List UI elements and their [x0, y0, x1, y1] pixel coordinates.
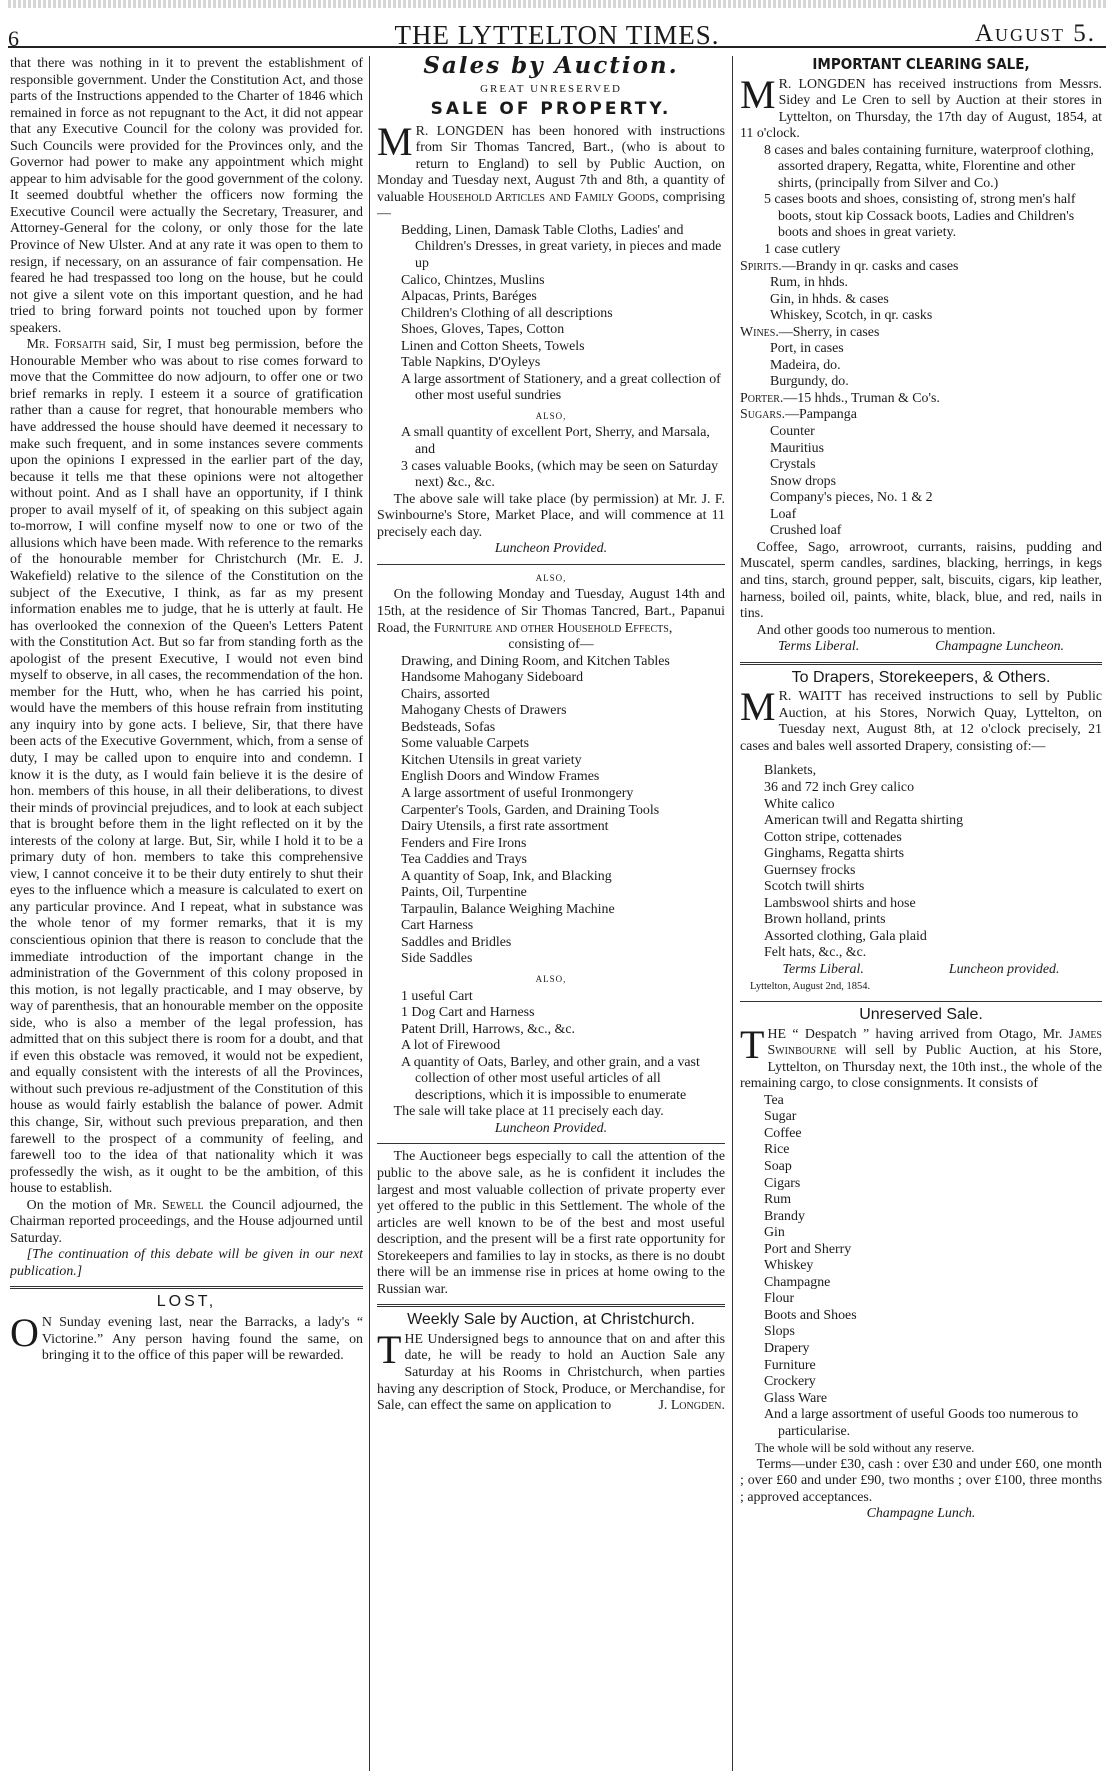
list-item: 3 cases valuable Books, (which may be seen on Saturday next) &c., &c.: [401, 458, 719, 491]
intro-smallcaps: Household Articles and Family Goods: [427, 189, 656, 205]
great-unreserved-label: GREAT UNRESERVED: [480, 82, 622, 95]
column-debate: [10, 56, 363, 1773]
intro-text-a: R. LONGDEN has been honored with instructions from Sir Thomas Tancred, Bart., (who is about to return to England) to sell by Public Auction, on Monday and Tuesday next, August 7th and 8th, a quantity of valuable: [377, 123, 725, 205]
list-item: Mahogany Chests of Drawers: [401, 703, 567, 719]
debate-paragraph-2: [10, 337, 363, 1197]
champagne-luncheon: Champagne Luncheon.: [935, 639, 1065, 655]
list-item: Port and Sherry: [764, 1241, 852, 1257]
list-item: White calico: [764, 796, 835, 812]
list-item: Crushed loaf: [770, 523, 842, 539]
luncheon-provided: Luncheon provided.: [948, 961, 1060, 977]
porter-text: —15 hhds., Truman & Co's.: [783, 390, 940, 406]
list-item: Rum: [764, 1192, 792, 1208]
list-item: Shoes, Gloves, Tapes, Cotton: [401, 322, 565, 338]
column-sales-by-auction: [377, 56, 725, 1773]
cart-list: [377, 989, 725, 1105]
list-item: Snow drops: [770, 473, 836, 489]
list-item: Children's Clothing of all descriptions: [401, 305, 613, 321]
coffee-and-sundries: Coffee, Sago, arrowroot, currants, raisins, pudding and Muscatel, sperm candles, sardines, blacking, herrings, in kegs and tins, starch, ground pepper, salt, biscuits, cigars, kip leather, harness, boiled oil, paints, white, black, blue, and red, nails in tins.: [740, 539, 1102, 622]
list-item: Tea: [764, 1092, 784, 1108]
list-item: Mauritius: [770, 440, 825, 456]
newspaper-title: THE LYTTELTON TIMES.: [394, 20, 720, 50]
sugars-entry: [740, 407, 1102, 424]
sugars-text: —Pampanga: [785, 407, 857, 423]
drop-cap: M: [740, 71, 776, 117]
list-item: Champagne: [764, 1274, 831, 1290]
list-item: 5 cases boots and shoes, consisting of, strong men's half boots, stout kip Cossack boots, Ladies and Children's boots and shoes in great variety.: [764, 192, 1076, 241]
list-item: 36 and 72 inch Grey calico: [764, 779, 915, 795]
drop-cap: O: [10, 1310, 39, 1356]
drop-cap: M: [377, 118, 413, 164]
list-item: Tea Caddies and Trays: [401, 852, 527, 868]
longden-intro: [377, 118, 725, 223]
list-item: Coffee: [764, 1125, 802, 1141]
list-item: Port, in cases: [770, 341, 844, 357]
list-item: Assorted clothing, Gala plaid: [764, 928, 927, 944]
furniture-list: [377, 654, 725, 968]
speaker-name-sewell: Mr. Sewell: [133, 1197, 204, 1213]
auctioneer-note: The Auctioneer begs especially to call the attention of the public to the above sale, as he is confident it includes the largest and most valuable collection of private property ever yet offered to the public in this Settlement. The whole of the articles are well known to be of the best and most useful description, and the present will be a first rate opportunity for Storekeepers and families to lay in stocks, as there is no doubt there will be an immense rise in prices at home owing to the Russian war.: [377, 1149, 725, 1297]
wines-entry: [740, 325, 1102, 342]
list-item: Some valuable Carpets: [401, 736, 530, 752]
list-item: And a large assortment of useful Goods too numerous to particularise.: [764, 1407, 1079, 1439]
drapers-intro: [740, 684, 1102, 755]
spirits-text: —Brandy in qr. casks and cases: [781, 258, 959, 274]
sale-place: The above sale will take place (by permission) at Mr. J. F. Swinbourne's Store, Market Place, and will commence at 11 precisely each day.: [377, 491, 725, 540]
list-item: Glass Ware: [764, 1390, 828, 1406]
drapery-list: [740, 763, 1102, 962]
list-item: Boots and Shoes: [764, 1307, 857, 1323]
spirits-list: [740, 275, 1102, 325]
list-item: Crystals: [770, 457, 816, 473]
champagne-lunch: Champagne Lunch.: [866, 1506, 976, 1522]
lost-notice: [10, 1310, 363, 1365]
list-item: Guernsey frocks: [764, 862, 856, 878]
spacer: [740, 755, 1102, 763]
list-item: 8 cases and bales containing furniture, waterproof clothing, assorted drapery, Regatta, white, Florentine and other shirts, (principally from Silver and Co.): [764, 142, 1094, 191]
list-item: Loaf: [770, 506, 797, 522]
section-divider: [740, 1001, 1102, 1002]
debate-paragraph-2-text: said, Sir, I must beg permission, before the Honourable Member who was about to rise comes forward to move that the Committee do now adjourn, to offer one or two brief remarks in reply. I esteem it a source of gratification rather than a cause for regret, that honourable members who have addressed the house should have deemed it necessary to make such frequent, and in some instances severe comments upon the opinions I expressed in the earlier part of the day, because it tells me that these opinions were not altogether without point. And as I shall have an opportunity, if I think proper to avail myself of it, of speaking on this subject again to-morrow, I will confine myself now to one or two of the allusions which have been made. With reference to the remarks of the honourable member for Christchurch (Mr. E. J. Wakefield) relative to the silence of the Constitution on the subject of the Executive, I think, as far as my present information enables me to judge, that he is utterly at fault. He has overlooked the connexion of the Queen's Letters Patent with the Constitution Act. But so far from standing forth as the apologist of the present Executive, I would not even bind myself to observe, in all cases, the recommendation of the hon. member for the Hutt, who, when he has carried his point, would have the members of this house refrain from instituting any inquiry into by gone acts. I believe, Sir, that there have been acts of the Executive Government, which, from a sense of duty, I may be called upon to enquire into and condemn. I know it is the duty, as I would fain believe it is the desire of hon. members of this house, in all their deliberations, to divest their minds of provincial prejudices, and to look at each subject that is brought before them in the light reflected on it by the interests of the colony at large. But, Sir, while I hold it to be a primary duty of hon. members to take this comprehensive view, I cannot conceive it to be their duty entirely to shut their eyes to the influence which a measure is calculated to exert on any particular province. And I repeat, what in substance was the whole tenor of my former remarks, that it is my conscientious opinion that there is reason to conclude that the immediate introduction of the important change in the administration of the Government of this colony proposed in this motion, is not legally practicable, and I may observe, by way of parenthesis, that an honourable member on the opposite side, who is also a member of the legal profession, has admitted that on this subject there is room for a doubt, and that if even this obstacle was removed, it would not be expedient, and equally consistent with the interests of all the Provinces, without such previous re-adjustment of the Constitution of this house as would fairly establish the balance of power. Admit this change, Sir, without such previous preparation, and then farewell to the prospect of a community of feeling, and farewell too to the idea of that nationality which it was professedly the wish, as it ought to be the ambition, of this house to establish.: [10, 337, 363, 1197]
list-item: Drawing, and Dining Room, and Kitchen Tables: [401, 653, 670, 669]
list-item: English Doors and Window Frames: [401, 769, 600, 785]
list-item: 1 useful Cart: [401, 988, 473, 1004]
list-item: Rice: [764, 1142, 790, 1158]
list-item: Flour: [764, 1291, 795, 1307]
column-rule-1: [369, 56, 370, 1771]
following-sale-intro: [377, 587, 725, 637]
luncheon-provided-2: Luncheon Provided.: [494, 1120, 608, 1136]
list-item: Ginghams, Regatta shirts: [764, 846, 905, 862]
list-item: Lambswool shirts and hose: [764, 895, 916, 911]
list-item: Blankets,: [764, 763, 817, 779]
debate-paragraph-1: that there was nothing in it to prevent the establishment of responsible government. Under the Constitution Act, and those parts of the Instructions appended to the Charter of 1846 which remained in force as not repugnant to the Act, it did not appear that any Executive Council for the colony was provided for. Such Councils were provided for the Provinces only, and the Governor had power to make any appointment which might appear to him advisable for the good government of the colony. It seemed doubtful whether the officers now forming the Executive Council were actually the Secretary, Treasurer, and Attorney-General for the colony, or only those for the late Province of New Ulster. And at any rate it was open to them to resign, if necessary, on an assurance of fair compensation. He feared he had trespassed too long on the house, but he could not give a silent vote on this important question, and he had tried to bring forward points not touched upon by former speakers.: [10, 56, 363, 336]
issue-date: August 5.: [974, 20, 1096, 47]
adjournment-text-b: the Council adjourned, the Chairman reported proceedings, and the House adjourned until Saturday.: [10, 1197, 363, 1246]
section-divider: [10, 1286, 363, 1289]
luncheon-provided: Luncheon Provided.: [494, 541, 608, 557]
adjournment-text-a: On the motion of: [26, 1197, 134, 1213]
unreserved-heading: Unreserved Sale.: [859, 1006, 983, 1024]
page-number: 6: [8, 26, 19, 51]
list-item: Felt hats, &c., &c.: [764, 945, 867, 961]
following-text: On the following Monday and Tuesday, August 14th and 15th, at the residence of Sir Thomas Tancred, Bart., Papanui Road, the: [377, 587, 725, 636]
list-item: Chairs, assorted: [401, 686, 490, 702]
porter-label: Porter.: [740, 390, 784, 406]
list-item: Cotton stripe, cottenades: [764, 829, 902, 845]
list-item: Side Saddles: [401, 951, 473, 967]
also-label: ALSO,: [535, 973, 567, 984]
list-item: Gin: [764, 1225, 785, 1241]
list-item: A large assortment of useful Ironmongery: [401, 785, 634, 801]
intro-text-b: , comprising—: [377, 189, 725, 222]
spirits-entry: [740, 259, 1102, 276]
list-item: A large assortment of Stationery, and a great collection of other most useful sundries: [401, 371, 721, 404]
also-label: ALSO,: [535, 572, 567, 583]
list-item: Company's pieces, No. 1 & 2: [770, 490, 933, 506]
list-item: Dairy Utensils, a first rate assortment: [401, 819, 609, 835]
lost-notice-text: N Sunday evening last, near the Barracks, a lady's “ Victorine.” Any person having found the same, on bringing it to the office of this paper will be rewarded.: [41, 1315, 363, 1364]
drapers-date: Lyttelton, August 2nd, 1854.: [750, 980, 871, 992]
sales-by-auction-heading: Sales by Auction.: [423, 56, 679, 79]
no-reserve: The whole will be sold without any reserve.: [755, 1441, 975, 1456]
list-item: A lot of Firewood: [401, 1038, 501, 1054]
list-item: Burgundy, do.: [770, 374, 849, 390]
list-item: Sugar: [764, 1109, 797, 1125]
list-item: Soap: [764, 1159, 792, 1174]
unreserved-smallcaps: James Swinbourne: [767, 1026, 1102, 1059]
clearing-sale-intro: [740, 71, 1102, 143]
terms-liberal: Terms Liberal.: [777, 639, 860, 655]
list-item: Linen and Cotton Sheets, Towels: [401, 338, 585, 354]
list-item: 1 case cutlery: [764, 242, 841, 258]
list-item: Table Napkins, D'Oyleys: [401, 355, 541, 371]
list-item: A small quantity of excellent Port, Sherry, and Marsala, and: [401, 425, 710, 458]
list-item: Cigars: [764, 1175, 801, 1191]
adjournment-paragraph: [10, 1198, 363, 1248]
wines-text: —Sherry, in cases: [778, 324, 880, 340]
clearing-intro-text: R. LONGDEN has received instructions from Messrs. Sidey and Le Cren to sell by Auction at their stores in Lyttelton, on Thursday, the 17th day of August, 1854, at 11 o'clock.: [740, 76, 1102, 142]
following-smallcaps: Furniture and other Household Effects,: [433, 620, 673, 636]
other-goods: And other goods too numerous to mention.: [756, 622, 996, 638]
list-item: Patent Drill, Harrows, &c., &c.: [401, 1021, 575, 1037]
weekly-sale-text: HE Undersigned begs to announce that on and after this date, he will be ready to hold an Auction Sale any Saturday at his Rooms in Christchurch, when parties having any description of Stock, Produce, or Merchandise, for Sale, can effect the same on application to: [377, 1331, 725, 1414]
section-divider: [377, 564, 725, 565]
unreserved-text-a: HE “ Despatch ” having arrived from Otago, Mr.: [767, 1026, 1069, 1042]
list-item: Brown holland, prints: [764, 912, 886, 928]
list-item: Paints, Oil, Turpentine: [401, 885, 527, 901]
list-item: Slops: [764, 1324, 795, 1340]
list-item: Alpacas, Prints, Baréges: [401, 289, 537, 305]
list-item: A quantity of Soap, Ink, and Blacking: [401, 868, 612, 884]
weekly-sale-heading: Weekly Sale by Auction, at Christchurch.: [407, 1311, 695, 1329]
drapers-intro-text: R. WAITT has received instructions to sell by Public Auction, at his Stores, Norwich Quay, Lyttelton, on Tuesday next, August 8th, at 12 o'clock precisely, 21 cases and bales well assorted Drapery, consisting of:—: [740, 689, 1102, 754]
list-item: Whiskey, Scotch, in qr. casks: [770, 308, 933, 324]
terms-liberal: Terms Liberal.: [782, 961, 864, 977]
list-item: Scotch twill shirts: [764, 879, 865, 895]
unreserved-intro: [740, 1021, 1102, 1093]
list-item: Madeira, do.: [770, 357, 841, 373]
list-item: Fenders and Fire Irons: [401, 835, 527, 851]
weekly-sale-notice: [377, 1326, 725, 1415]
household-items-list: [377, 223, 725, 405]
list-item: A quantity of Oats, Barley, and other grain, and a vast collection of other most useful articles of all descriptions, which it is impossible to enumerate: [401, 1054, 700, 1103]
speaker-name: Mr. Forsaith: [26, 337, 106, 353]
porter-entry: [740, 391, 1102, 408]
unreserved-text-b: will sell by Public Auction, at his Store, Lyttelton, on Thursday next, the 10th inst., the whole of the remaining cargo, to close consignments. It consists of: [740, 1043, 1102, 1092]
sugars-label: Sugars.: [740, 407, 786, 423]
wines-list: [740, 341, 1102, 391]
sale-time: The sale will take place at 11 precisely each day.: [393, 1104, 664, 1120]
signature-longden: J. Longden.: [658, 1398, 725, 1414]
sale-of-property-heading: SALE OF PROPERTY.: [430, 99, 672, 120]
list-item: Tarpaulin, Balance Weighing Machine: [401, 901, 615, 917]
lost-heading: LOST,: [156, 1293, 217, 1311]
list-item: American twill and Regatta shirting: [764, 813, 964, 829]
list-item: Carpenter's Tools, Garden, and Draining Tools: [401, 802, 660, 818]
drop-cap: T: [377, 1326, 402, 1372]
wine-books-list: [377, 425, 725, 491]
list-item: Furniture: [764, 1357, 816, 1373]
list-item: Whiskey: [764, 1258, 814, 1274]
clearing-terms: [740, 639, 1102, 656]
list-item: Saddles and Bridles: [401, 934, 512, 950]
spirits-label: Spirits.: [740, 258, 782, 274]
list-item: Bedsteads, Sofas: [401, 719, 496, 735]
drapers-terms: [740, 962, 1102, 979]
list-item: 1 Dog Cart and Harness: [401, 1005, 535, 1021]
list-item: Rum, in hhds.: [770, 275, 848, 291]
drop-cap: T: [740, 1021, 765, 1067]
list-item: Drapery: [764, 1341, 810, 1357]
column-rule-2: [732, 56, 733, 1771]
column-clearing-sale: [740, 56, 1102, 1773]
drop-cap: M: [740, 684, 776, 730]
masthead: [8, 4, 1106, 51]
section-divider: [740, 662, 1102, 665]
list-item: Calico, Chintzes, Muslins: [401, 272, 545, 288]
list-item: Kitchen Utensils in great variety: [401, 752, 582, 768]
list-item: Counter: [770, 424, 815, 440]
wines-label: Wines.: [740, 324, 779, 340]
section-divider: [377, 1304, 725, 1307]
cargo-list: [740, 1093, 1102, 1440]
continuation-note: [The continuation of this debate will be given in our next publication.]: [10, 1247, 363, 1279]
list-item: Cart Harness: [401, 918, 474, 934]
also-label: ALSO,: [535, 410, 567, 421]
list-item: Handsome Mahogany Sideboard: [401, 670, 584, 686]
list-item: Gin, in hhds. & cases: [770, 291, 889, 307]
sugars-list: [740, 424, 1102, 540]
payment-terms: Terms—under £30, cash : over £30 and under £60, one month ; over £60 and under £90, two months ; over £100, three months ; approved acceptances.: [740, 1456, 1102, 1505]
consisting-of: consisting of—: [508, 637, 594, 653]
list-item: Crockery: [764, 1374, 816, 1390]
clearing-sale-heading: IMPORTANT CLEARING SALE,: [812, 56, 1030, 73]
drapers-heading: To Drapers, Storekeepers, & Others.: [791, 668, 1051, 686]
clearing-items-list: [740, 143, 1102, 259]
list-item: Brandy: [764, 1208, 805, 1224]
list-item: Bedding, Linen, Damask Table Cloths, Ladies' and Children's Dresses, in great variety, in pieces and made up: [401, 222, 722, 272]
section-divider: [377, 1143, 725, 1144]
